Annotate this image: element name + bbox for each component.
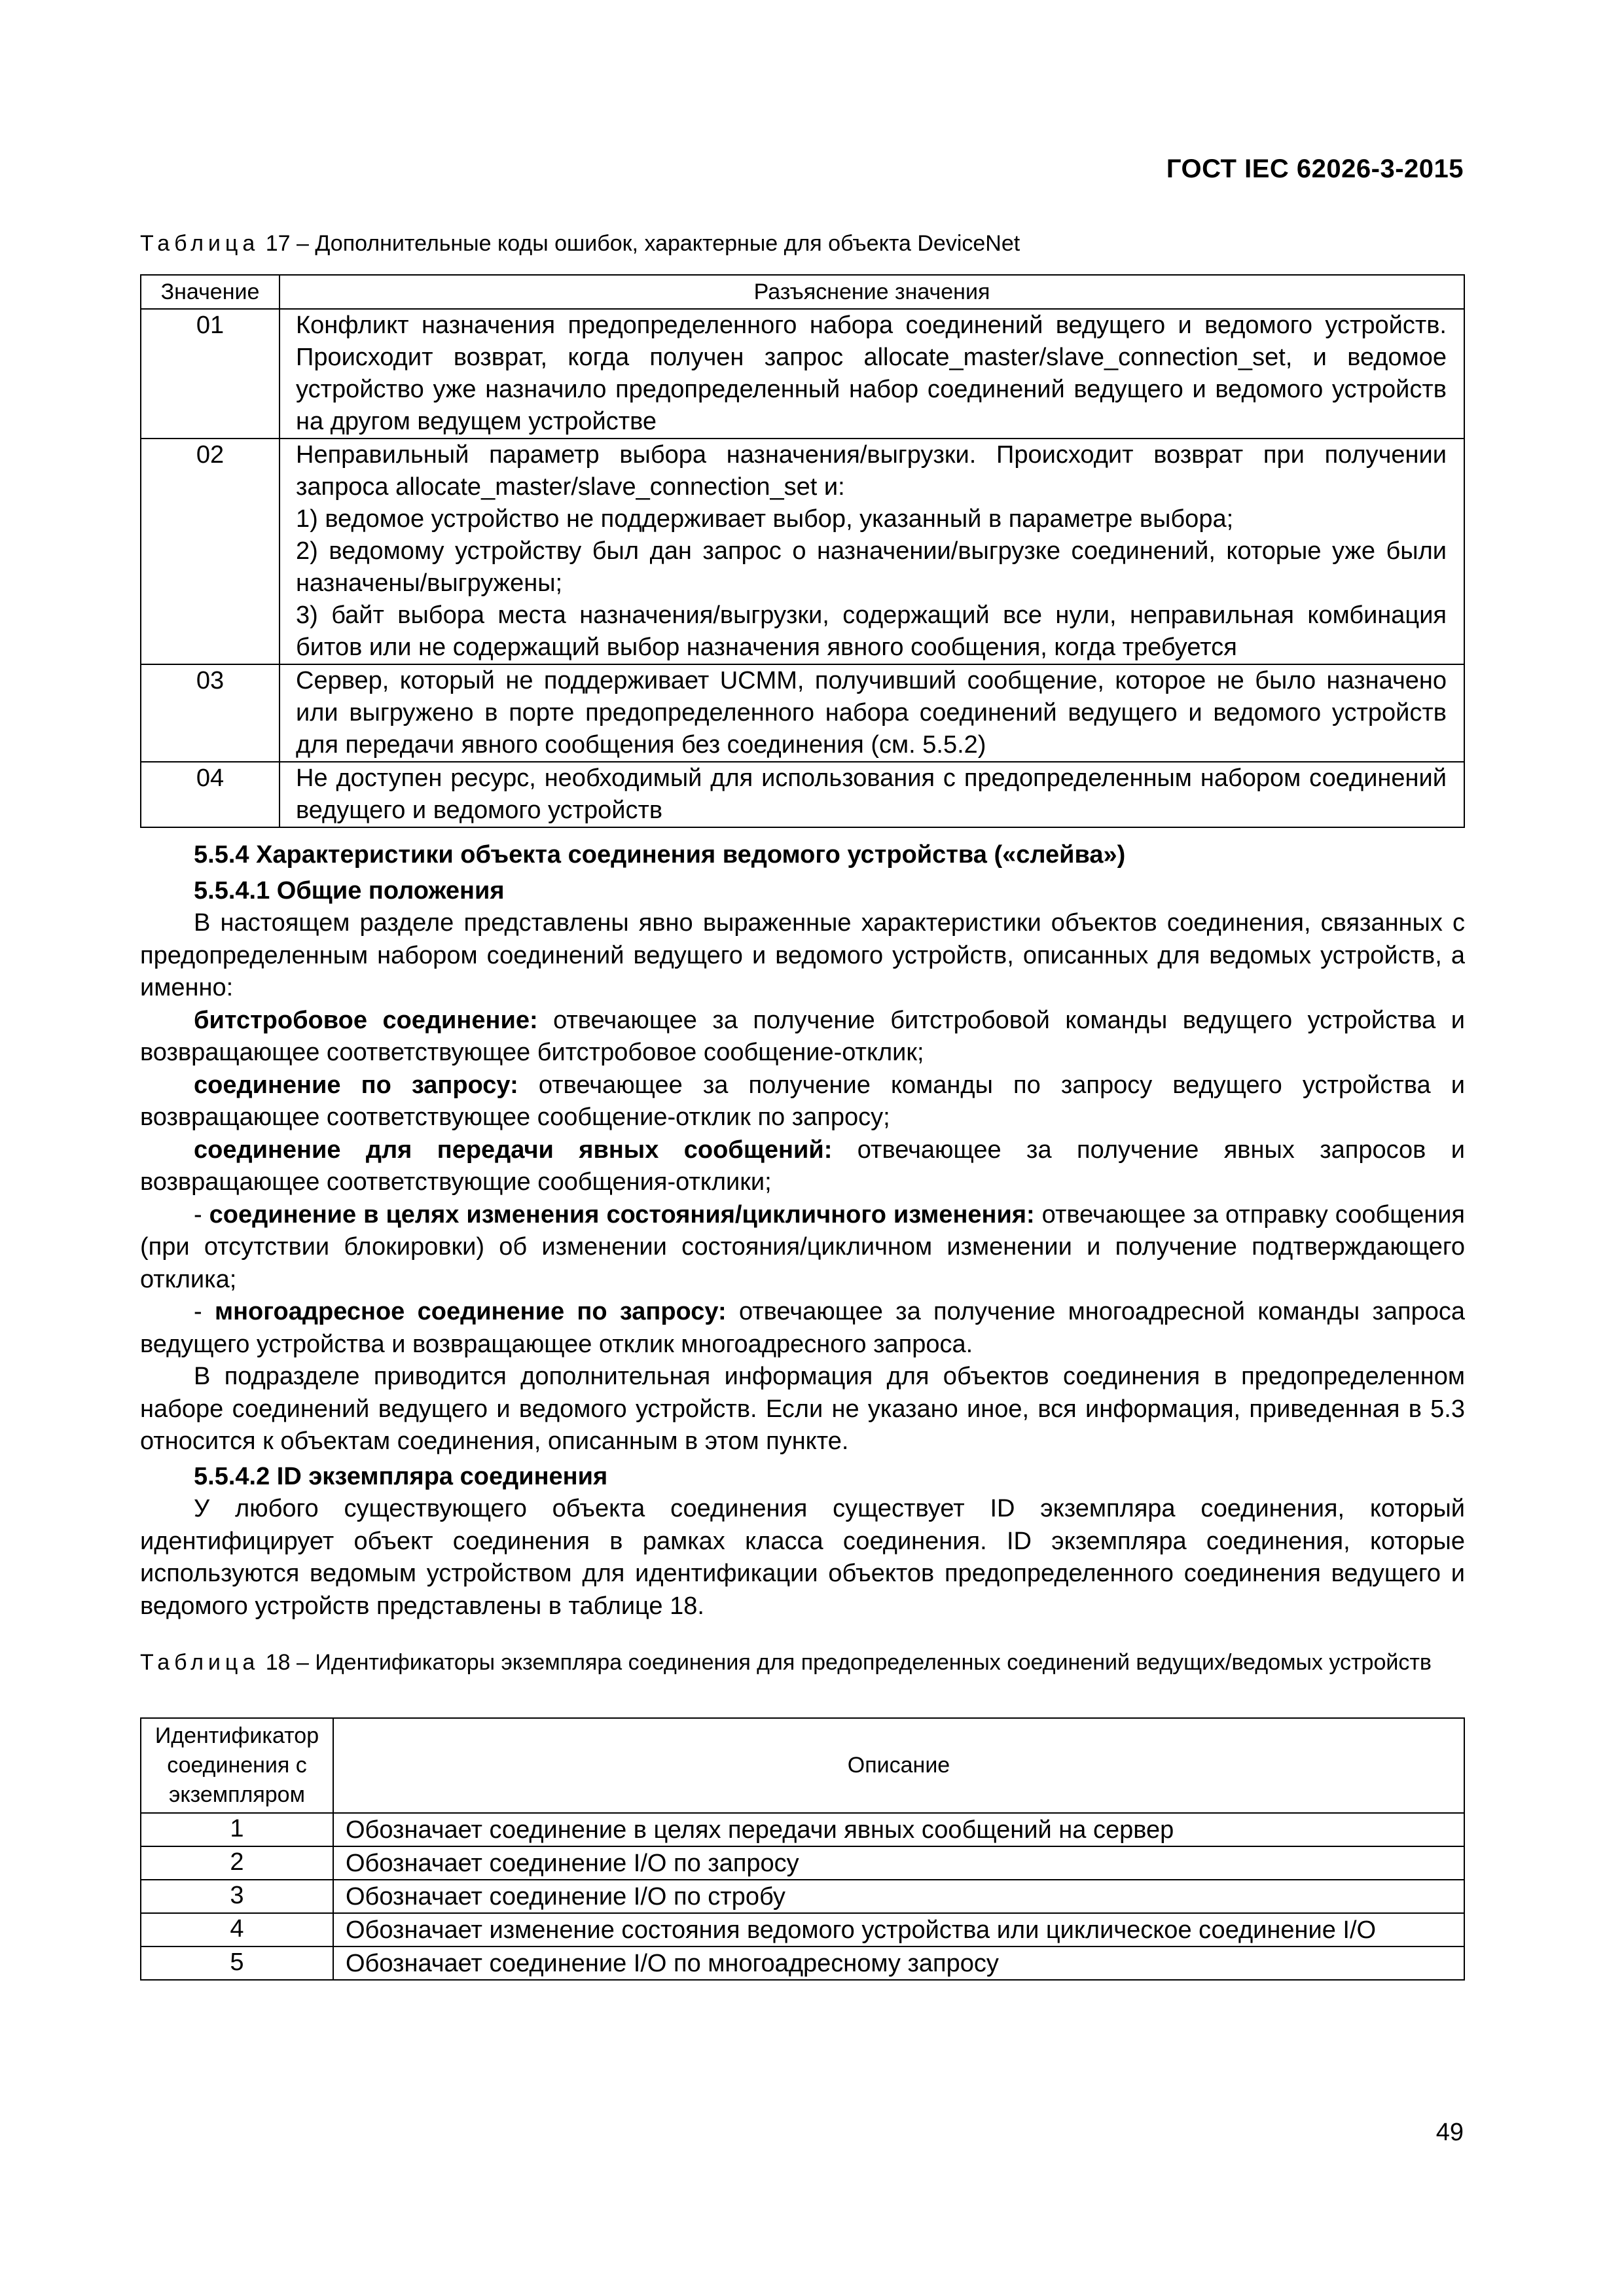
table-row	[141, 1880, 1464, 1913]
section-5-5-4	[140, 839, 1465, 1623]
definition-text: отвечающее за получение явных запросов и возвращающее соответствующие сообщения-отклики;	[140, 1136, 1465, 1196]
definition-item	[140, 1199, 1465, 1297]
instance-id: 2	[141, 1846, 333, 1880]
table-row	[141, 1813, 1464, 1846]
table-header-row	[141, 275, 1464, 309]
table-row	[141, 309, 1464, 439]
instance-id: 3	[141, 1880, 333, 1913]
definition-term: соединение по запросу:	[194, 1071, 518, 1099]
instance-description: Обозначает изменение состояния ведомого устройства или циклическое соединение I/O	[333, 1913, 1464, 1946]
instance-description: Обозначает соединение I/O по запросу	[333, 1846, 1464, 1880]
explanation-line: Неправильный параметр выбора назначения/выгрузки. Происходит возврат при получении запроса allocate_master/slave_connection_set и:	[296, 441, 1447, 501]
definition-prefix: -	[194, 1200, 209, 1229]
table-18	[140, 1717, 1465, 1981]
column-header-description: Описание	[333, 1718, 1464, 1813]
explanation-line: 2) ведомому устройству был дан запрос о назначении/выгрузке соединений, которые уже были назначены/выгружены;	[296, 537, 1447, 597]
table-row	[141, 1946, 1464, 1980]
subsection-heading: 5.5.4.2 ID экземпляра соединения	[194, 1462, 608, 1490]
definition-item	[140, 1134, 1465, 1199]
error-explanation	[280, 664, 1464, 762]
definition-item	[140, 1296, 1465, 1361]
subsection-heading: 5.5.4.1 Общие положения	[194, 876, 505, 905]
table-row	[141, 762, 1464, 827]
instance-id: 4	[141, 1913, 333, 1946]
table-row	[141, 664, 1464, 762]
id-paragraph: У любого существующего объекта соединения существует ID экземпляра соединения, который идентифицирует объект соединения в рамках класса соединения. ID экземпляра соединения, которые используются ведомым устройством для идентификации объектов предопределенного соединения ведущего и ведомого устройств представлены в таблице 18.	[140, 1495, 1465, 1620]
table-17	[140, 274, 1465, 828]
definition-term: битстробовое соединение:	[194, 1006, 538, 1034]
error-code: 02	[141, 439, 280, 664]
explanation-line: Не доступен ресурс, необходимый для использования с предопределенным набором соединений ведущего и ведомого устройств	[296, 764, 1447, 824]
column-header-value: Значение	[141, 275, 280, 309]
closing-paragraph: В подразделе приводится дополнительная информация для объектов соединения в предопределенном наборе соединений ведущего и ведомого устройств. Если не указано иное, вся информация, приведенная в 5.3 относится к объектам соединения, описанным в этом пункте.	[140, 1363, 1465, 1455]
definition-text: отвечающее за отправку сообщения (при отсутствии блокировки) об изменении состояния/цикличном изменении и получение подтверждающего отклика;	[140, 1200, 1465, 1293]
error-code: 04	[141, 762, 280, 827]
instance-description: Обозначает соединение I/O по стробу	[333, 1880, 1464, 1913]
instance-id: 5	[141, 1946, 333, 1980]
table-18-caption	[140, 1648, 1465, 1677]
error-explanation	[280, 439, 1464, 664]
definition-item	[140, 1069, 1465, 1134]
column-header-id: Идентификатор соединения с экземпляром	[141, 1718, 333, 1813]
table-caption-text: 18 – Идентификаторы экземпляра соединения для предопределенных соединений ведущих/ведомых устройств	[265, 1650, 1432, 1675]
instance-description: Обозначает соединение I/O по многоадресному запросу	[333, 1946, 1464, 1980]
definition-item	[140, 1005, 1465, 1069]
error-code: 03	[141, 664, 280, 762]
page-number: 49	[1435, 2119, 1464, 2146]
explanation-line: Конфликт назначения предопределенного набора соединений ведущего и ведомого устройств. Происходит возврат, когда получен запрос allocate_master/slave_connection_set, и ведомое устройство уже назначило предопределенный набор соединений ведущего и ведомого устройств на другом ведущем устройстве	[296, 312, 1447, 435]
table-row	[141, 1913, 1464, 1946]
instance-description: Обозначает соединение в целях передачи явных сообщений на сервер	[333, 1813, 1464, 1846]
table-row	[141, 1846, 1464, 1880]
table-row	[141, 439, 1464, 664]
table-label: Таблица	[140, 231, 260, 256]
definition-prefix: -	[194, 1298, 215, 1325]
definition-text: отвечающее за получение многоадресной команды запроса ведущего устройства и возвращающее отклик многоадресного запроса.	[140, 1298, 1465, 1358]
column-header-explanation: Разъяснение значения	[280, 275, 1464, 309]
section-heading: 5.5.4 Характеристики объекта соединения ведомого устройства («слейва»)	[194, 841, 1126, 869]
definition-text: отвечающее за получение битстробовой команды ведущего устройства и возвращающее соответствующее битстробовое сообщение-отклик;	[140, 1006, 1465, 1066]
definition-term: многоадресное соединение по запросу:	[214, 1298, 727, 1325]
error-explanation	[280, 309, 1464, 439]
definition-term: соединение в целях изменения состояния/цикличного изменения:	[209, 1200, 1035, 1229]
table-caption-text: 17 – Дополнительные коды ошибок, характерные для объекта DeviceNet	[265, 231, 1020, 256]
error-explanation	[280, 762, 1464, 827]
table-label: Таблица	[140, 1650, 260, 1675]
table-17-caption	[140, 229, 1465, 258]
instance-id: 1	[141, 1813, 333, 1846]
error-code: 01	[141, 309, 280, 439]
explanation-line: 1) ведомое устройство не поддерживает выбор, указанный в параметре выбора;	[296, 505, 1234, 533]
explanation-line: Сервер, который не поддерживает UCMM, получивший сообщение, которое не было назначено или выгружено в порте предопределенного набора соединений ведущего и ведомого устройств для передачи явного сообщения без соединения (см. 5.5.2)	[296, 667, 1447, 759]
definition-term: соединение для передачи явных сообщений:	[194, 1136, 833, 1164]
definition-text: отвечающее за получение команды по запросу ведущего устройства и возвращающее соответствующее сообщение-отклик по запросу;	[140, 1071, 1465, 1131]
document-code: ГОСТ IEC 62026-3-2015	[1166, 154, 1464, 183]
table-header-row	[141, 1718, 1464, 1813]
intro-paragraph: В настоящем разделе представлены явно выраженные характеристики объектов соединения, связанных с предопределенным набором соединений ведущего и ведомого устройств, описанных для ведомых устройств, а именно:	[140, 909, 1465, 1001]
explanation-line: 3) байт выбора места назначения/выгрузки, содержащий все нули, неправильная комбинация битов или не содержащий выбор назначения явного сообщения, когда требуется	[296, 601, 1447, 661]
